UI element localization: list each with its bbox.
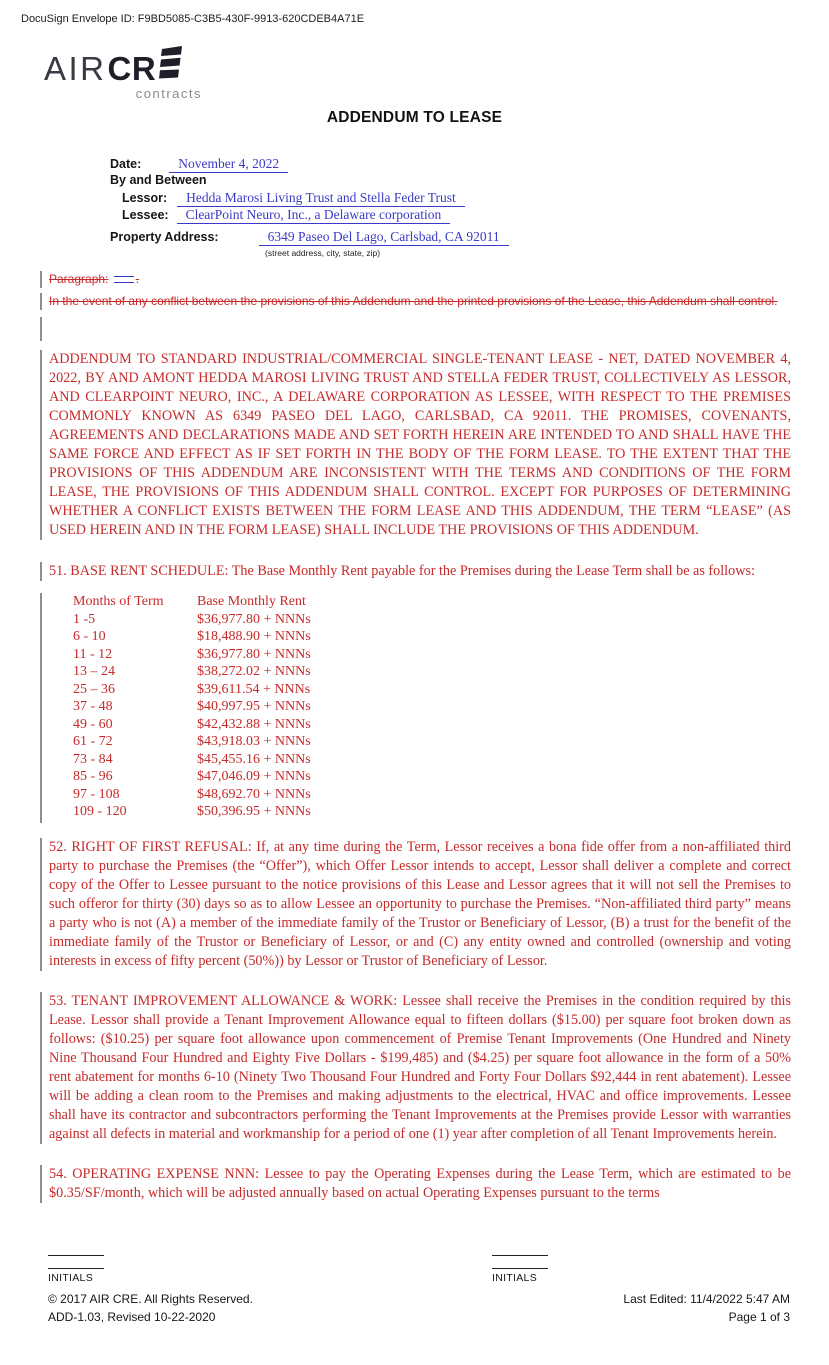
deleted-conflict-line	[40, 293, 791, 310]
section-52-paragraph: 52. RIGHT OF FIRST REFUSAL: If, at any time during the Term, Lessor receives a bona fide offer from a non-affiliated third party to purchase the Premises (the “Offer”), which Offer Lessor intends to accept, Lessor shall deliver a complete and correct copy of the Offer to Lessee pursuant to the notice provisions of this Lease and Lessor agrees that it will not sell the Premises to such offeror for thirty (30) days so as to allow Lessee an opportunity to purchase the Premises. “Non-affiliated third party” means a party who is not (A) a member of the immediate family of the Trustor or Beneficiary of Lessor, (B) a trust for the benefit of the immediate family of the Trustor or Beneficiary of Lessor, or and (C) any entity owned and controlled (ownership and voting interests in excess of fifty percent (50%)) by Lessor or Trustor of Beneficiary of Lessor.	[40, 838, 791, 971]
rent-column-header: Base Monthly Rent	[197, 594, 306, 609]
lessee-value: ClearPoint Neuro, Inc., a Delaware corporation	[177, 207, 451, 224]
initials-line	[48, 1256, 104, 1269]
table-row	[49, 698, 791, 716]
initials-block-left	[48, 1243, 168, 1284]
cell-rent: $50,396.95 + NNNs	[197, 804, 311, 819]
logo-tagline: contracts	[135, 86, 202, 101]
addendum-body	[40, 271, 791, 1224]
cell-months: 61 - 72	[73, 734, 113, 749]
initials-label: INITIALS	[492, 1272, 537, 1284]
deleted-paragraph-label: Paragraph:	[49, 272, 109, 286]
page-number-text: Page 1 of 3	[728, 1310, 790, 1324]
cell-rent: $48,692.70 + NNNs	[197, 786, 311, 802]
rent-schedule-table	[40, 593, 791, 823]
revision-bar-empty	[40, 317, 791, 341]
cell-months: 11 - 12	[73, 646, 113, 662]
initials-label: INITIALS	[48, 1272, 93, 1284]
form-version-text: ADD-1.03, Revised 10-22-2020	[48, 1310, 216, 1324]
table-row	[49, 803, 791, 821]
last-edited-text: Last Edited: 11/4/2022 5:47 AM	[623, 1292, 790, 1306]
logo-cr-text: CR	[107, 50, 157, 87]
addendum-intro-paragraph: ADDENDUM TO STANDARD INDUSTRIAL/COMMERCIAL SINGLE-TENANT LEASE - NET, DATED NOVEMBER 4, 2022, BY AND AMONT HEDDA MAROSI LIVING TRUST AND STELLA FEDER TRUST, COLLECTIVELY AS LESSOR, AND CLEARPOINT NEURO, INC., A DELAWARE CORPORATION AS LESSEE, WITH RESPECT TO THE PREMISES COMMONLY KNOWN AS 6349 PASEO DEL LAGO, CARLSBAD, CA 92011. THE PROMISES, COVENANTS, AGREEMENTS AND DECLARATIONS MADE AND SET FORTH HEREIN ARE INTENDED TO AND SHALL HAVE THE SAME FORCE AND EFFECT AS IF SET FORTH IN THE BODY OF THE FORM LEASE. TO THE EXTENT THAT THE PROVISIONS OF THIS ADDENDUM ARE INCONSISTENT WITH THE TERMS AND CONDITIONS OF THE FORM LEASE, THE PROVISIONS OF THIS ADDENDUM SHALL CONTROL. EXCEPT FOR PURPOSES OF DETERMINING WHETHER A CONFLICT EXISTS BETWEEN THE FORM LEASE AND THIS ADDENDUM, THE TERM “LEASE” (AS USED HEREIN AND IN THE FORM LEASE) SHALL INCLUDE THE PROVISIONS OF THIS ADDENDUM.	[40, 350, 791, 540]
table-row	[49, 646, 791, 664]
property-address-hint: (street address, city, state, zip)	[265, 248, 381, 258]
lessee-row	[110, 207, 509, 224]
property-address-label: Property Address:	[110, 230, 219, 244]
cell-months: 13 – 24	[73, 664, 115, 679]
paragraph-blank-field	[114, 276, 134, 283]
page-footer	[48, 1243, 790, 1326]
initials-line	[48, 1243, 104, 1256]
cell-months: 49 - 60	[73, 716, 113, 732]
cell-months: 6 - 10	[73, 629, 106, 644]
cell-rent: $47,046.09 + NNNs	[197, 769, 311, 784]
cell-rent: $45,455.16 + NNNs	[197, 751, 311, 767]
table-row	[49, 611, 791, 629]
cell-months: 97 - 108	[73, 786, 120, 802]
cell-months: 85 - 96	[73, 769, 113, 784]
logo-e-bars-icon	[158, 46, 182, 84]
aircre-logo	[44, 46, 206, 101]
table-row	[49, 681, 791, 699]
property-address-value: 6349 Paseo Del Lago, Carlsbad, CA 92011	[259, 229, 509, 246]
date-label: Date:	[110, 157, 142, 171]
property-address-row	[110, 229, 509, 247]
cell-months: 1 -5	[73, 611, 96, 627]
table-row	[49, 768, 791, 786]
logo-air-text: AIR	[44, 50, 107, 87]
table-row	[49, 628, 791, 646]
page-title: ADDENDUM TO LEASE	[326, 109, 503, 126]
cell-rent: $36,977.80 + NNNs	[197, 646, 311, 662]
cell-rent: $42,432.88 + NNNs	[197, 716, 311, 732]
deleted-paragraph-period: .	[135, 272, 140, 286]
cell-months: 25 – 36	[73, 681, 115, 697]
section-53-paragraph: 53. TENANT IMPROVEMENT ALLOWANCE & WORK: Lessee shall receive the Premises in the condition required by this Lease. Lessor shall provide a Tenant Improvement Allowance equal to fifteen dollars ($15.00) per square foot broken down as follows: ($10.25) per square foot allowance upon commencement of Premise Tenant Improvements (One Hundred and Ninety Nine Thousand Four Hundred and Eighty Five Dollars - $199,485) and ($4.25) per square foot allowance in the form of a 50% rent abatement for months 6-10 (Ninety Two Thousand Four Hundred and Forty Four Dollars $92,444 in rent abatement). Lessee will be adding a clean room to the Premises and making adjustments to the electrical, HVAC and office improvements. Lessee shall have its contractor and subcontractors performing the Tenant Improvements at the Premises provide Lessor with warranties against all defects in material and workmanship for a period of one (1) year after completion of all Tenant Improvements herein.	[40, 992, 791, 1144]
cell-months: 109 - 120	[73, 804, 127, 819]
table-row	[49, 751, 791, 769]
cell-rent: $39,611.54 + NNNs	[197, 681, 311, 697]
copyright-text: © 2017 AIR CRE. All Rights Reserved.	[48, 1292, 253, 1306]
cell-rent: $18,488.90 + NNNs	[197, 629, 311, 644]
initials-block-right	[492, 1243, 612, 1284]
cell-months: 73 - 84	[73, 751, 113, 767]
date-value: November 4, 2022	[169, 156, 288, 173]
rent-table-header-row	[49, 593, 791, 611]
by-and-between-row	[110, 173, 509, 190]
date-row	[110, 156, 509, 173]
cell-rent: $40,997.95 + NNNs	[197, 699, 311, 714]
cell-months: 37 - 48	[73, 699, 113, 714]
lessor-label: Lessor:	[122, 191, 168, 205]
section-54-paragraph: 54. OPERATING EXPENSE NNN: Lessee to pay the Operating Expenses during the Lease Term, which are estimated to be $0.35/SF/month, which will be adjusted annually based on actual Operating Expenses pursuant to the terms	[40, 1165, 791, 1203]
section-51-paragraph: 51. BASE RENT SCHEDULE: The Base Monthly Rent payable for the Premises during the Lease Term shall be as follows:	[40, 562, 791, 581]
parties-block	[110, 156, 509, 258]
deleted-paragraph-line	[40, 271, 791, 288]
table-row	[49, 733, 791, 751]
months-column-header: Months of Term	[73, 594, 164, 609]
table-row	[49, 663, 791, 681]
docusign-envelope-id: DocuSign Envelope ID: F9BD5085-C3B5-430F-9913-620CDEB4A71E	[21, 13, 365, 25]
lessee-label: Lessee:	[122, 208, 169, 222]
cell-rent: $43,918.03 + NNNs	[197, 734, 311, 749]
lessor-value: Hedda Marosi Living Trust and Stella Feder Trust	[177, 190, 465, 207]
cell-rent: $36,977.80 + NNNs	[197, 611, 311, 627]
cell-rent: $38,272.02 + NNNs	[197, 664, 311, 679]
by-and-between-label: By and Between	[110, 173, 207, 187]
initials-line	[492, 1256, 548, 1269]
initials-line	[492, 1243, 548, 1256]
table-row	[49, 716, 791, 734]
deleted-conflict-text: In the event of any conflict between the provisions of this Addendum and the printed provisions of the Lease, this Addendum shall control.	[49, 294, 778, 308]
table-row	[49, 786, 791, 804]
lessor-row	[110, 190, 509, 207]
